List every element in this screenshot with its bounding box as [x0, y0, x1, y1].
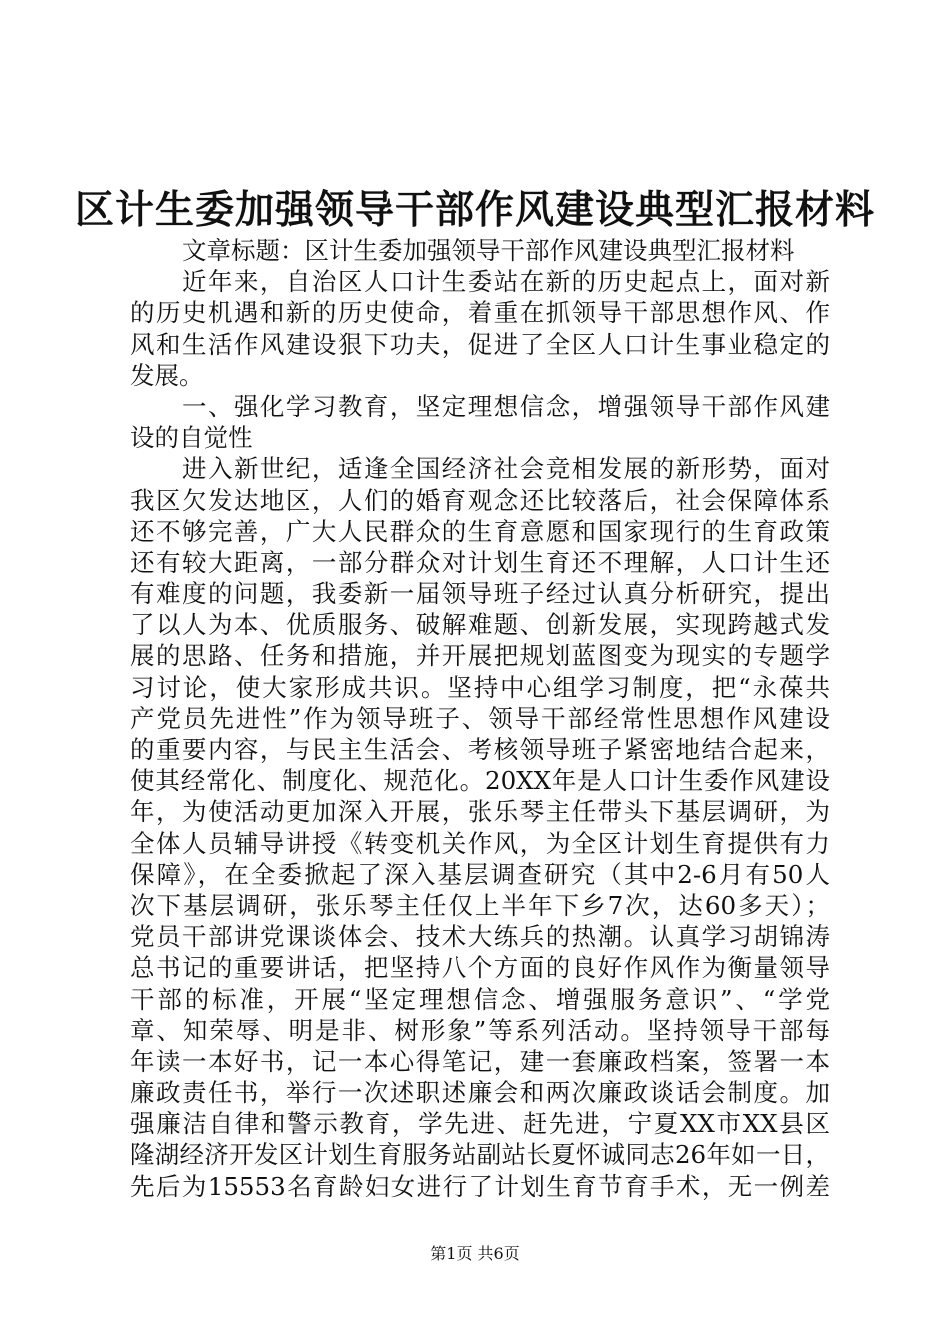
paragraph-line: 使其经常化、制度化、规范化。20XX年是人口计生委作风建设 [130, 766, 830, 796]
page-number-footer: 第1页 共6页 [430, 1244, 520, 1263]
section-heading-line: 一、强化学习教育，坚定理想信念，增强领导干部作风建 [182, 391, 830, 421]
paragraph-line: 总书记的重要讲话，把坚持八个方面的良好作风作为衡量领导 [130, 953, 830, 983]
paragraph-line: 隆湖经济开发区计划生育服务站副站长夏怀诚同志26年如一日， [130, 1140, 830, 1170]
paragraph-line: 还有较大距离，一部分群众对计划生育还不理解，人口计生还 [130, 547, 830, 577]
section-heading-line: 设的自觉性 [130, 423, 253, 453]
paragraph-line: 强廉洁自律和警示教育，学先进、赶先进，宁夏XX市XX县区 [130, 1109, 830, 1139]
paragraph-line: 的重要内容，与民主生活会、考核领导班子紧密地结合起来， [130, 735, 830, 764]
paragraph-line: 风和生活作风建设狠下功夫，促进了全区人口计生事业稳定的 [130, 329, 830, 359]
paragraph-line: 干部的标准，开展“坚定理想信念、增强服务意识”、“学党 [130, 984, 830, 1014]
paragraph-line: 章、知荣辱、明是非、树形象”等系列活动。坚持领导干部每 [130, 1015, 830, 1045]
paragraph-line: 进入新世纪，适逢全国经济社会竞相发展的新形势，面对 [182, 454, 830, 484]
paragraph-line: 了以人为本、优质服务、破解难题、创新发展，实现跨越式发 [130, 610, 830, 640]
paragraph-line: 党员干部讲党课谈体会、技术大练兵的热潮。认真学习胡锦涛 [130, 922, 830, 952]
paragraph-line: 展的思路、任务和措施，并开展把规划蓝图变为现实的专题学 [130, 641, 830, 671]
paragraph-line: 先后为15553名育龄妇女进行了计划生育节育手术，无一例差 [130, 1171, 830, 1201]
paragraph-line: 保障》，在全委掀起了深入基层调查研究（其中2-6月有50人 [130, 859, 830, 889]
paragraph-line: 我区欠发达地区，人们的婚育观念还比较落后，社会保障体系 [130, 485, 830, 515]
paragraph-line: 习讨论，使大家形成共识。坚持中心组学习制度，把“永葆共 [130, 672, 830, 702]
paragraph-line: 产党员先进性”作为领导班子、领导干部经常性思想作风建设 [130, 703, 830, 733]
paragraph-line: 廉政责任书，举行一次述职述廉会和两次廉政谈话会制度。加 [130, 1078, 830, 1108]
paragraph-line: 有难度的问题，我委新一届领导班子经过认真分析研究，提出 [130, 579, 830, 609]
article-title-line: 文章标题：区计生委加强领导干部作风建设典型汇报材料 [182, 236, 795, 265]
paragraph-line: 年读一本好书，记一本心得笔记，建一套廉政档案，签署一本 [130, 1046, 830, 1076]
document-title: 区计生委加强领导干部作风建设典型汇报材料 [74, 187, 875, 233]
paragraph-line: 次下基层调研，张乐琴主任仅上半年下乡7次，达60多天）； [130, 890, 830, 920]
paragraph-line: 全体人员辅导讲授《转变机关作风，为全区计划生育提供有力 [130, 828, 830, 858]
paragraph-line: 的历史机遇和新的历史使命，着重在抓领导干部思想作风、作 [130, 298, 830, 328]
document-body [130, 235, 830, 1202]
paragraph-line: 发展。 [130, 360, 204, 390]
paragraph-line: 年，为使活动更加深入开展，张乐琴主任带头下基层调研，为 [130, 797, 830, 827]
paragraph-line: 还不够完善，广大人民群众的生育意愿和国家现行的生育政策 [130, 516, 830, 546]
paragraph-line: 近年来，自治区人口计生委站在新的历史起点上，面对新 [182, 267, 830, 297]
